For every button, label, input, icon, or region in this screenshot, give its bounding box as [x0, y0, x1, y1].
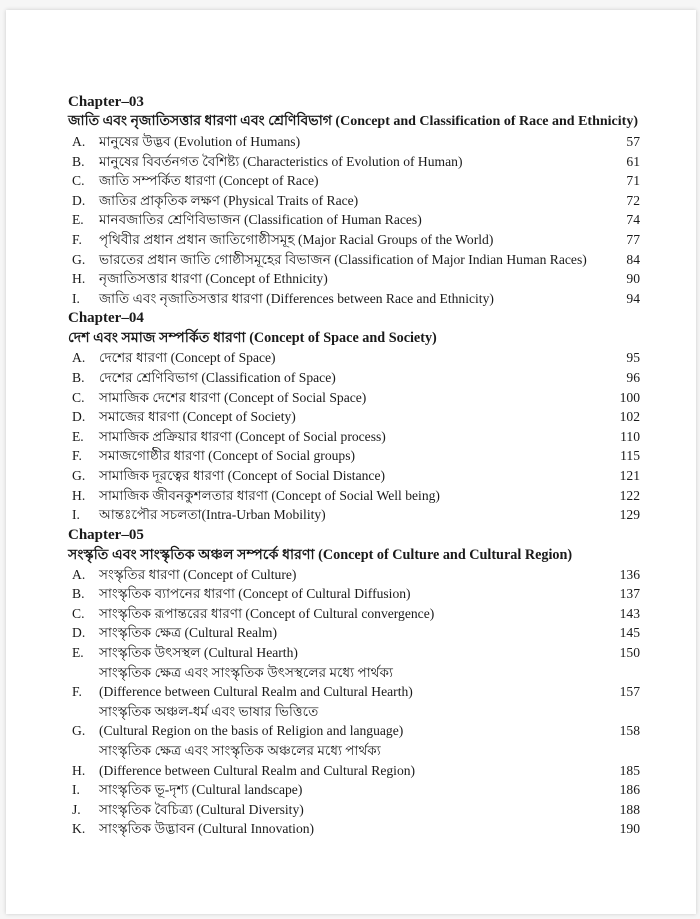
entry-title-line: সাংস্কৃতিক ভূ-দৃশ্য (Cultural landscape) [99, 782, 303, 798]
entry-title-line: সাংস্কৃতিক উৎসস্থল (Cultural Hearth) [99, 645, 298, 661]
toc-entry[interactable] [68, 230, 640, 250]
entry-title-line: সমাজগোষ্ঠীর ধারণা (Concept of Social groups) [99, 448, 356, 464]
entry-title [99, 427, 600, 447]
entry-page-number: 122 [619, 487, 640, 503]
entry-letter: B. [72, 153, 85, 169]
entry-letter: H. [72, 487, 86, 503]
entry-letter: H. [72, 762, 86, 778]
entry-title-line: (Difference between Cultural Realm and Cultural Hearth) [99, 684, 413, 700]
toc-entry[interactable] [68, 780, 640, 800]
entry-letter: G. [72, 251, 86, 267]
chapter-title: জাতি এবং নৃজাতিসত্তার ধারণা এবং শ্রেণিবিভাগ (Concept and Classification of Race and Ethnicity) [68, 114, 638, 129]
entry-letter: A. [72, 566, 86, 582]
entry-title-line: সামাজিক প্রক্রিয়ার ধারণা (Concept of Social process) [99, 428, 386, 444]
toc-entry[interactable] [68, 289, 640, 309]
entry-title-line: সাংস্কৃতিক বৈচিত্র্য (Cultural Diversity) [99, 801, 304, 817]
entry-page-number: 158 [619, 723, 640, 739]
chapter-section [68, 92, 640, 308]
entry-title-line: সামাজিক জীবনকুশলতার ধারণা (Concept of Social Well being) [99, 487, 440, 503]
entry-title-line: জাতি সম্পর্কিত ধারণা (Concept of Race) [99, 173, 319, 189]
entry-page-number: 157 [619, 684, 640, 700]
entry-letter: E. [72, 645, 84, 661]
entry-title-line: মানবজাতির শ্রেণিবিভাজন (Classification of Human Races) [99, 212, 422, 228]
toc-entry[interactable] [68, 132, 640, 152]
toc-entry[interactable] [68, 250, 640, 270]
entry-page-number: 121 [619, 467, 640, 483]
toc-entry[interactable] [68, 466, 640, 486]
entry-letter: F. [72, 684, 82, 700]
entry-letter: A. [72, 134, 86, 149]
entry-page-number: 74 [626, 212, 640, 228]
entry-title-line: সংস্কৃতির ধারণা (Concept of Culture) [99, 566, 297, 582]
entry-page-number: 110 [620, 428, 640, 444]
entry-letter: F. [72, 231, 82, 247]
entry-title [99, 230, 600, 250]
toc-entry[interactable] [68, 819, 640, 839]
entry-title-line: (Cultural Region on the basis of Religion and language) [99, 723, 404, 739]
entry-title [99, 505, 600, 525]
chapter-title: দেশ এবং সমাজ সম্পর্কিত ধারণা (Concept of Space and Society) [68, 330, 437, 347]
toc-entry[interactable] [68, 171, 640, 191]
chapter-title: সংস্কৃতি এবং সাংস্কৃতিক অঞ্চল সম্পর্কে ধারণা (Concept of Culture and Cultural Region) [68, 546, 573, 563]
entry-title [99, 584, 600, 604]
entry-letter: I. [72, 782, 80, 798]
entry-page-number: 61 [626, 153, 640, 169]
entry-title [99, 407, 600, 427]
entry-page-number: 136 [619, 566, 640, 582]
document-page [6, 10, 696, 914]
entry-letter: D. [72, 625, 86, 641]
entry-letter: C. [72, 389, 85, 405]
entry-page-number: 102 [619, 409, 640, 425]
chapter-section [68, 308, 640, 524]
toc-entry[interactable] [68, 505, 640, 525]
entry-title-line: মানুষের উদ্ভব (Evolution of Humans) [99, 134, 301, 149]
entry-title [99, 663, 600, 702]
entry-title [99, 191, 600, 211]
entry-title [99, 388, 600, 408]
toc-entry[interactable] [68, 643, 640, 663]
toc-entry[interactable] [68, 269, 640, 289]
entry-title [99, 800, 600, 820]
chapter-label: Chapter–03 [68, 94, 144, 110]
toc-entry[interactable] [68, 407, 640, 427]
entry-title [99, 132, 600, 152]
toc-entry[interactable] [68, 663, 640, 702]
chapter-entries [68, 348, 640, 524]
entry-letter: D. [72, 409, 86, 425]
entry-title [99, 171, 600, 191]
entry-title [99, 210, 600, 230]
entry-letter: C. [72, 605, 85, 621]
entry-letter: G. [72, 723, 86, 739]
toc-entry[interactable] [68, 368, 640, 388]
toc-entry[interactable] [68, 800, 640, 820]
entry-title [99, 250, 600, 270]
entry-letter: E. [72, 212, 84, 228]
entry-page-number: 95 [626, 350, 640, 366]
entry-title-line: সাংস্কৃতিক ক্ষেত্র (Cultural Realm) [99, 625, 277, 641]
entry-letter: G. [72, 467, 86, 483]
entry-page-number: 77 [626, 231, 640, 247]
entry-page-number: 57 [626, 134, 640, 149]
chapter-section [68, 525, 640, 839]
toc-entry[interactable] [68, 486, 640, 506]
entry-letter: J. [72, 801, 81, 817]
entry-title-line: জাতির প্রাকৃতিক লক্ষণ (Physical Traits of Race) [99, 192, 359, 208]
entry-title [99, 152, 600, 172]
toc-entry[interactable] [68, 427, 640, 447]
toc-entry[interactable] [68, 446, 640, 466]
entry-letter: I. [72, 507, 80, 523]
chapter-entries [68, 132, 640, 308]
entry-letter: K. [72, 821, 86, 837]
entry-letter: H. [72, 271, 86, 287]
toc-entry[interactable] [68, 702, 640, 741]
entry-page-number: 84 [626, 251, 640, 267]
entry-title-line: ভারতের প্রধান জাতি গোষ্ঠীসমূহের বিভাজন (Classification of Major Indian Human Races) [99, 251, 587, 267]
toc-entry[interactable] [68, 565, 640, 585]
entry-page-number: 143 [619, 605, 640, 621]
entry-page-number: 115 [620, 448, 640, 464]
entry-title [99, 565, 600, 585]
entry-page-number: 96 [626, 369, 640, 385]
entry-page-number: 145 [619, 625, 640, 641]
entry-letter: A. [72, 350, 86, 366]
entry-letter: F. [72, 448, 82, 464]
entry-title-line: পৃথিবীর প্রধান প্রধান জাতিগোষ্ঠীসমূহ (Major Racial Groups of the World) [99, 231, 494, 247]
entry-title-line: সমাজের ধারণা (Concept of Society) [99, 409, 296, 425]
entry-title [99, 269, 600, 289]
entry-title-line: দেশের শ্রেণিবিভাগ (Classification of Space) [99, 369, 336, 385]
entry-title-line: (Difference between Cultural Realm and Cultural Region) [99, 762, 416, 778]
toc-entry[interactable] [68, 152, 640, 172]
entry-title-line: সাংস্কৃতিক ক্ষেত্র এবং সাংস্কৃতিক অঞ্চলের মধ্যে পার্থক্য [99, 743, 381, 759]
entry-title-line: মানুষের বিবর্তনগত বৈশিষ্ট্য (Characteristics of Evolution of Human) [99, 153, 463, 169]
entry-page-number: 185 [619, 762, 640, 778]
entry-title [99, 446, 600, 466]
entry-title [99, 819, 600, 839]
entry-title-line: সাংস্কৃতিক ক্ষেত্র এবং সাংস্কৃতিক উৎসস্থলের মধ্যে পার্থক্য [99, 664, 393, 680]
entry-title-line: সাংস্কৃতিক রূপান্তরের ধারণা (Concept of Cultural convergence) [99, 605, 435, 621]
toc-entry[interactable] [68, 604, 640, 624]
toc-entry[interactable] [68, 191, 640, 211]
entry-letter: E. [72, 428, 84, 444]
entry-page-number: 186 [619, 782, 640, 798]
entry-title-line: দেশের ধারণা (Concept of Space) [99, 350, 276, 366]
entry-page-number: 188 [619, 801, 640, 817]
entry-letter: I. [72, 290, 80, 306]
entry-title-line: জাতি এবং নৃজাতিসত্তার ধারণা (Differences between Race and Ethnicity) [99, 290, 494, 306]
chapter-entries [68, 565, 640, 839]
entry-page-number: 190 [619, 821, 640, 837]
entry-page-number: 72 [626, 192, 640, 208]
entry-title-line: নৃজাতিসত্তার ধারণা (Concept of Ethnicity) [99, 271, 328, 287]
toc-entry[interactable] [68, 623, 640, 643]
entry-letter: D. [72, 192, 86, 208]
entry-title [99, 604, 600, 624]
entry-title [99, 368, 600, 388]
toc-entry[interactable] [68, 741, 640, 780]
entry-letter: C. [72, 173, 85, 189]
entry-page-number: 137 [619, 586, 640, 602]
entry-page-number: 100 [619, 389, 640, 405]
entry-title-line: সাংস্কৃতিক উদ্ভাবন (Cultural Innovation) [99, 821, 315, 837]
toc-entry[interactable] [68, 584, 640, 604]
table-of-contents [68, 92, 640, 839]
entry-title [99, 780, 600, 800]
entry-title-line: সামাজিক দেশের ধারণা (Concept of Social Space) [99, 389, 367, 405]
entry-title [99, 348, 600, 368]
entry-letter: B. [72, 586, 85, 602]
entry-page-number: 71 [626, 173, 640, 189]
entry-page-number: 94 [626, 290, 640, 306]
entry-letter: B. [72, 369, 85, 385]
entry-title [99, 702, 600, 741]
entry-title [99, 643, 600, 663]
entry-title-line: আন্তঃপৌর সচলতা(Intra-Urban Mobility) [99, 507, 326, 523]
entry-page-number: 129 [619, 507, 640, 523]
chapter-label: Chapter–04 [68, 310, 144, 327]
entry-title [99, 289, 600, 309]
entry-title-line: সাংস্কৃতিক ব্যাপনের ধারণা (Concept of Cultural Diffusion) [99, 586, 411, 602]
entry-title [99, 741, 600, 780]
toc-entry[interactable] [68, 388, 640, 408]
chapter-label: Chapter–05 [68, 526, 144, 543]
entry-title-line: সাংস্কৃতিক অঞ্চল-ধর্ম এবং ভাষার ভিত্তিতে [99, 703, 319, 719]
entry-title-line: সামাজিক দূরত্বের ধারণা (Concept of Social Distance) [99, 467, 386, 483]
entry-page-number: 150 [619, 645, 640, 661]
entry-title [99, 486, 600, 506]
toc-entry[interactable] [68, 210, 640, 230]
toc-entry[interactable] [68, 348, 640, 368]
entry-title [99, 623, 600, 643]
entry-title [99, 466, 600, 486]
entry-page-number: 90 [626, 271, 640, 287]
